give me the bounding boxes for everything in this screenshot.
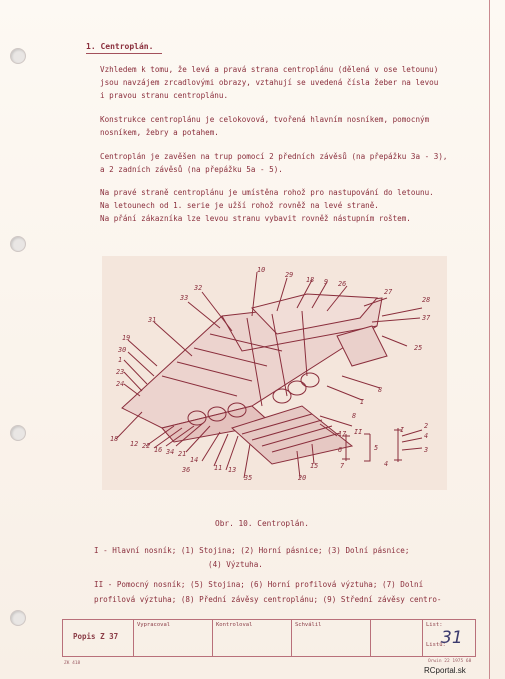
callout-37: 37 [422, 314, 431, 322]
footer-label: Listů: [426, 642, 446, 648]
section-heading: 1. Centroplán. [86, 42, 154, 51]
paragraph-line: Vzhledem k tomu, že levá a pravá strana centroplánu (dělená v ose letounu) [100, 65, 439, 74]
page-frame-line [489, 0, 490, 679]
callout-21: 21 [178, 450, 187, 458]
callout-4: 4 [384, 460, 389, 468]
footer-doc-cell [63, 620, 134, 656]
callout-II: II [354, 428, 363, 436]
callout-13: 13 [228, 466, 237, 474]
callout-2: 2 [424, 422, 429, 430]
legend-line: (4) Výztuha. [208, 560, 263, 569]
callout-22: 22 [142, 442, 151, 450]
footer-label: List: [426, 622, 443, 628]
watermark: RCportal.sk [424, 666, 466, 675]
footer-table [62, 619, 476, 657]
figure-caption: Obr. 10. Centroplán. [215, 519, 309, 528]
punch-hole [10, 425, 26, 441]
callout-29: 29 [285, 271, 294, 279]
callout-3: 3 [424, 446, 429, 454]
centroplan-drawing [102, 256, 447, 490]
callout-26: 26 [338, 280, 347, 288]
callout-33: 33 [180, 294, 189, 302]
footer-col2 [213, 620, 292, 656]
callout-10: 10 [257, 266, 266, 274]
callout-9: 9 [324, 278, 329, 286]
punch-hole [10, 48, 26, 64]
legend-line: profilová výztuha; (8) Přední závěsy centroplánu; (9) Střední závěsy centro- [94, 595, 442, 604]
callout-16: 16 [154, 446, 163, 454]
heading-underline [86, 53, 162, 54]
callout-6: 6 [338, 446, 343, 454]
paragraph-line: nosníkem, žebry a potahem. [100, 128, 219, 137]
callout-25: 25 [414, 344, 423, 352]
callout-34: 34 [166, 448, 175, 456]
callout-11: 11 [214, 464, 223, 472]
footer-doc: Popis Z 37 [73, 632, 119, 641]
callout-31: 31 [148, 316, 157, 324]
footer-label: Vypracoval [137, 622, 171, 628]
callout-17: 17 [338, 430, 347, 438]
callout-23: 23 [116, 368, 125, 376]
callout-12: 12 [130, 440, 139, 448]
callout-7: 7 [340, 462, 345, 470]
paragraph-line: Centroplán je zavěšen na trup pomocí 2 předních závěsů (na přepážku 3a - 3), [100, 152, 448, 161]
paragraph-line: Na přání zákazníka lze levou stranu vybavit rovněž nástupním roštem. [100, 214, 411, 223]
callout-14: 14 [190, 456, 199, 464]
footer-page-cell [422, 620, 475, 656]
callout-8b: 8 [352, 412, 357, 420]
centroplan-figure [102, 256, 447, 490]
paragraph-line: i pravou stranu centroplánu. [100, 91, 229, 100]
paragraph-line: Konstrukce centroplánu je celokovová, tvořená hlavním nosníkem, pomocným [100, 115, 430, 124]
callout-1: 1 [118, 356, 123, 364]
paragraph-line: jsou navzájem zrcadlovými obrazy, vztahují se uvedená čísla žeber na levou [100, 78, 439, 87]
callout-36: 36 [182, 466, 191, 474]
callout-I: I [360, 398, 365, 406]
footer-label: Kontroloval [216, 622, 253, 628]
punch-hole [10, 610, 26, 626]
callout-4b: 4 [424, 432, 429, 440]
punch-hole [10, 236, 26, 252]
callout-20: 20 [298, 474, 307, 482]
callout-8: 8 [378, 386, 383, 394]
callout-18b: 18 [110, 435, 119, 443]
paragraph-line: Na pravé straně centroplánu je umístěna rohož pro nastupování do letounu. [100, 188, 434, 197]
callout-35: 35 [244, 474, 253, 482]
callout-5: 5 [374, 444, 379, 452]
callout-18: 18 [306, 276, 315, 284]
callout-28: 28 [422, 296, 431, 304]
legend-line: I - Hlavní nosník; (1) Stojina; (2) Horní pásnice; (3) Dolní pásnice; [94, 546, 410, 555]
footer-label: Schválil [295, 622, 322, 628]
page-number: 31 [441, 628, 463, 648]
paragraph-line: a 2 zadních závěsů (na přepážku 5a - 5). [100, 165, 283, 174]
legend-line: II - Pomocný nosník; (5) Stojina; (6) Horní profilová výztuha; (7) Dolní [94, 580, 424, 589]
callout-30: 30 [118, 346, 127, 354]
callout-27: 27 [384, 288, 393, 296]
paragraph-line: Na letounech od 1. serie je užší rohož rovněž na levé straně. [100, 201, 379, 210]
print-code: Orwin 22 1975 68 [428, 659, 472, 664]
form-code: ZK 418 [64, 661, 81, 666]
footer-col1 [134, 620, 213, 656]
callout-19: 19 [122, 334, 131, 342]
footer-col3 [292, 620, 371, 656]
callout-32: 32 [194, 284, 203, 292]
callout-15: 15 [310, 462, 319, 470]
callout-24: 24 [116, 380, 125, 388]
callout-Ib: I [400, 426, 405, 434]
